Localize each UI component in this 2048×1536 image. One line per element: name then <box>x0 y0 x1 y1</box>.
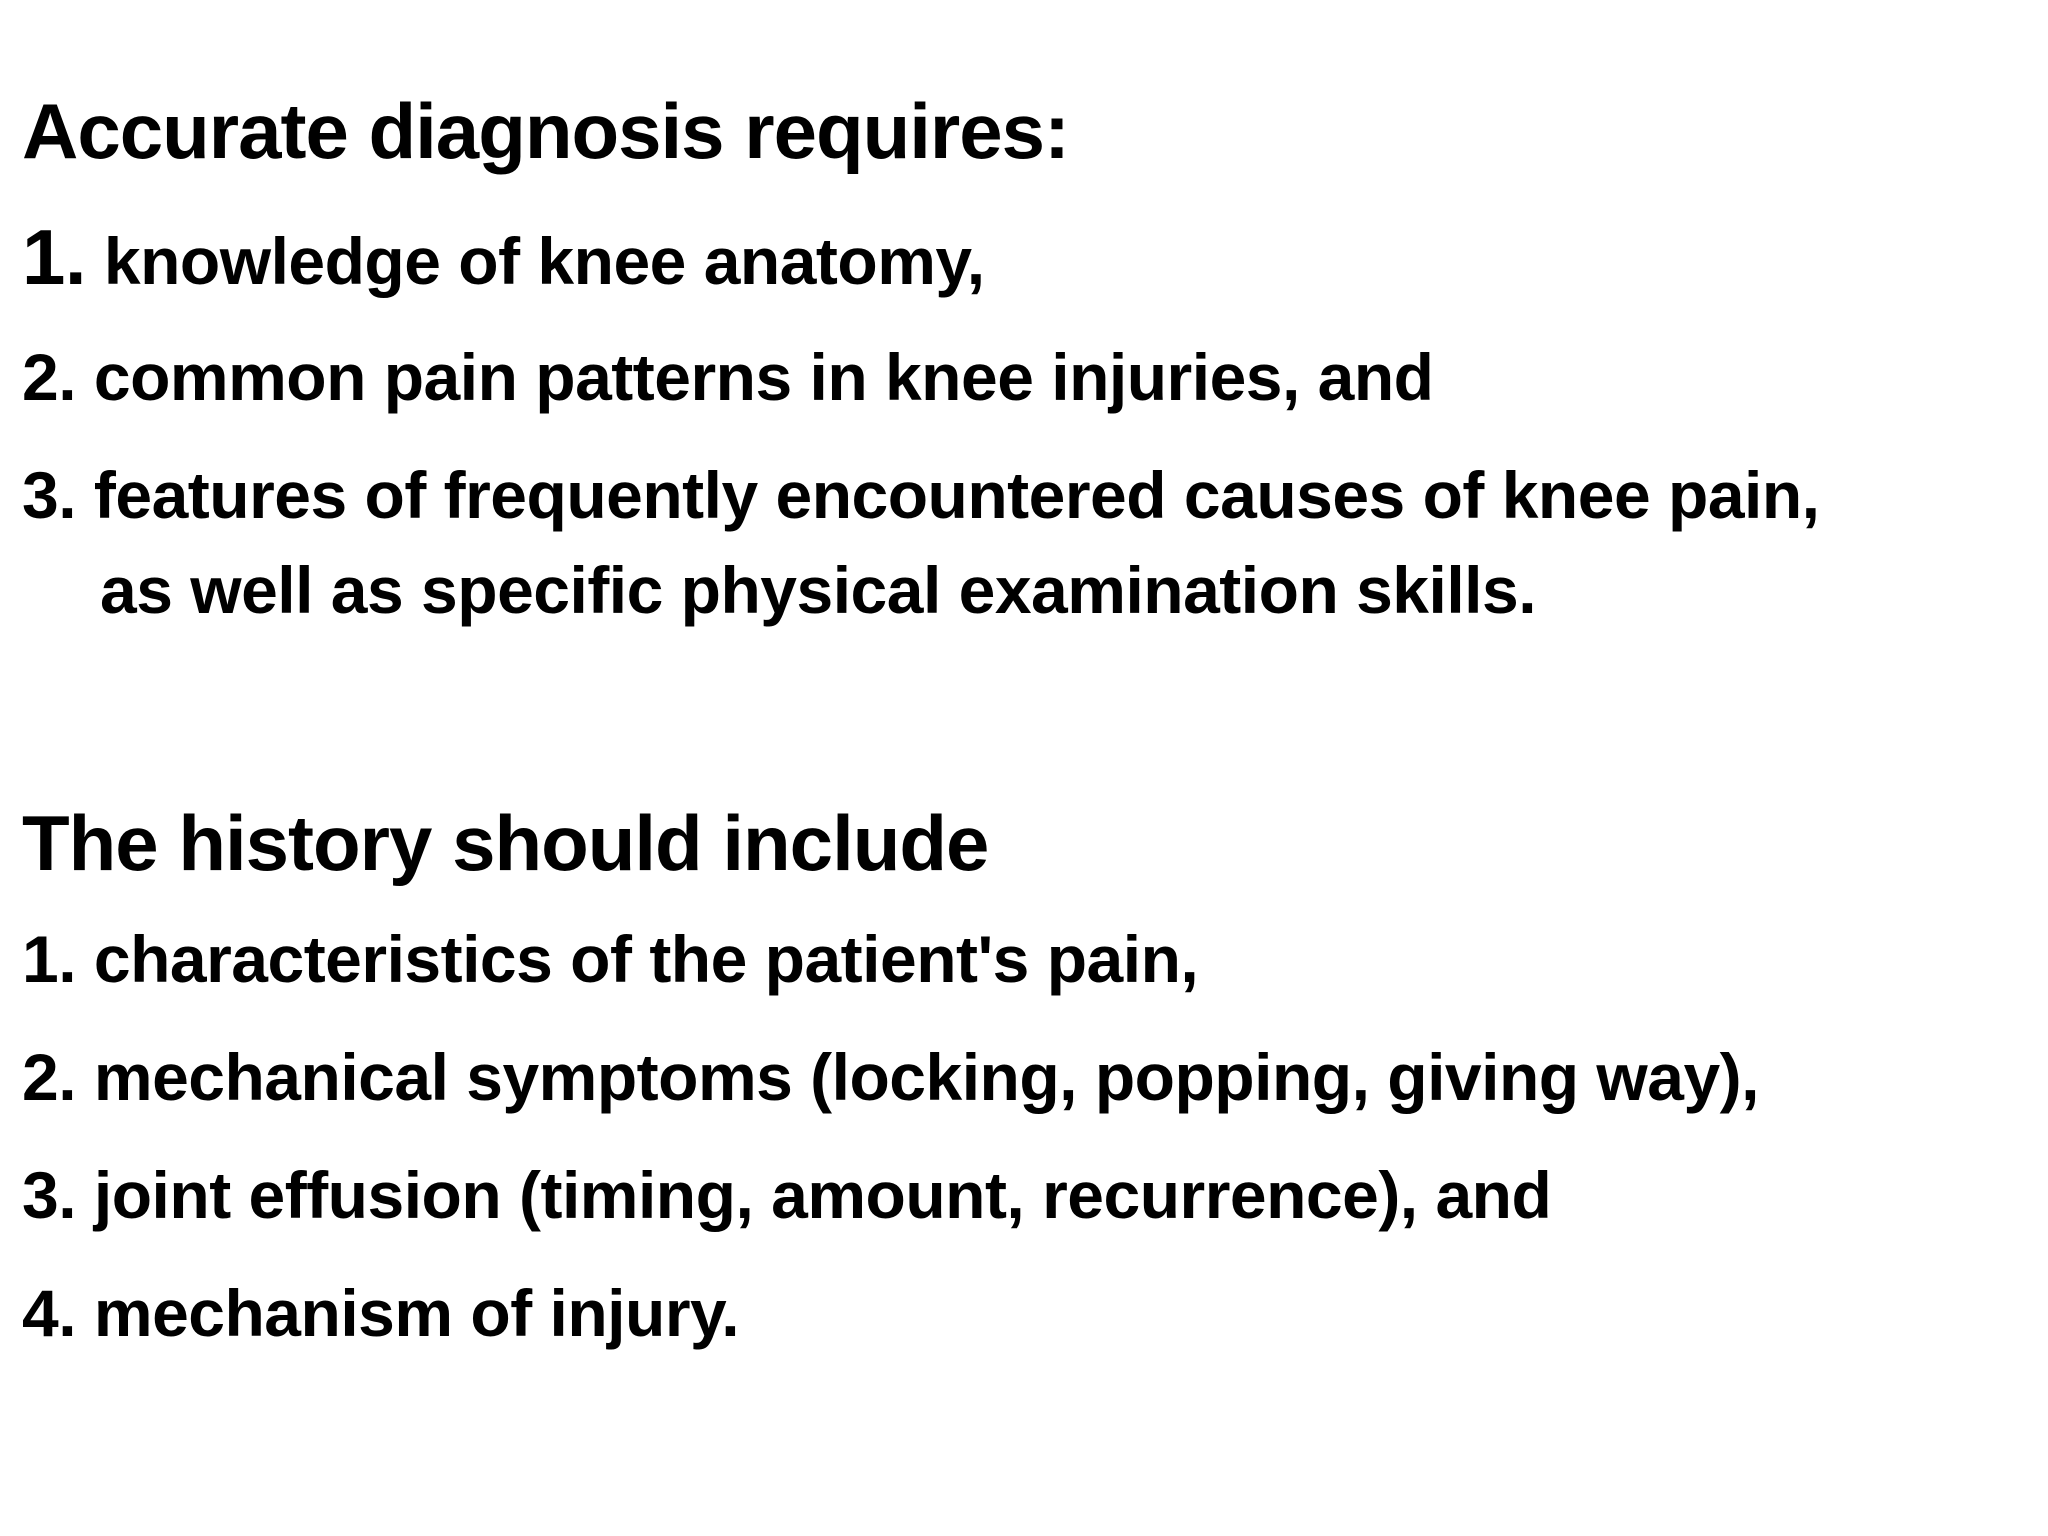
item-number: 4. <box>22 1276 77 1350</box>
section1-item-2 <box>22 340 1434 414</box>
section2-item-3 <box>22 1158 1552 1232</box>
item-text: features of frequently encountered causes of knee pain, <box>76 458 1820 532</box>
section2-item-4 <box>22 1276 740 1350</box>
item-text: knowledge of knee anatomy, <box>86 224 985 298</box>
item-text: mechanism of injury. <box>76 1276 740 1350</box>
section2-item-1 <box>22 922 1199 996</box>
item-number: 2. <box>22 1040 77 1114</box>
section1-heading: Accurate diagnosis requires: <box>22 87 1070 175</box>
item-text: common pain patterns in knee injuries, and <box>76 340 1434 414</box>
item-number: 1. <box>22 213 87 301</box>
item-text: joint effusion (timing, amount, recurrence), and <box>76 1158 1552 1232</box>
slide <box>22 0 2022 1536</box>
section2-heading: The history should include <box>22 799 989 887</box>
item-number: 1. <box>22 922 77 996</box>
item-number: 2. <box>22 340 77 414</box>
section2-item-2 <box>22 1040 1759 1114</box>
section1-item-3 <box>22 458 1820 532</box>
item-text: characteristics of the patient's pain, <box>76 922 1199 996</box>
item-number: 3. <box>22 458 77 532</box>
section1-item-1 <box>22 213 985 301</box>
item-text: mechanical symptoms (locking, popping, giving way), <box>76 1040 1759 1114</box>
item-number: 3. <box>22 1158 77 1232</box>
section1-item-3-continuation: as well as specific physical examination skills. <box>100 553 1537 627</box>
